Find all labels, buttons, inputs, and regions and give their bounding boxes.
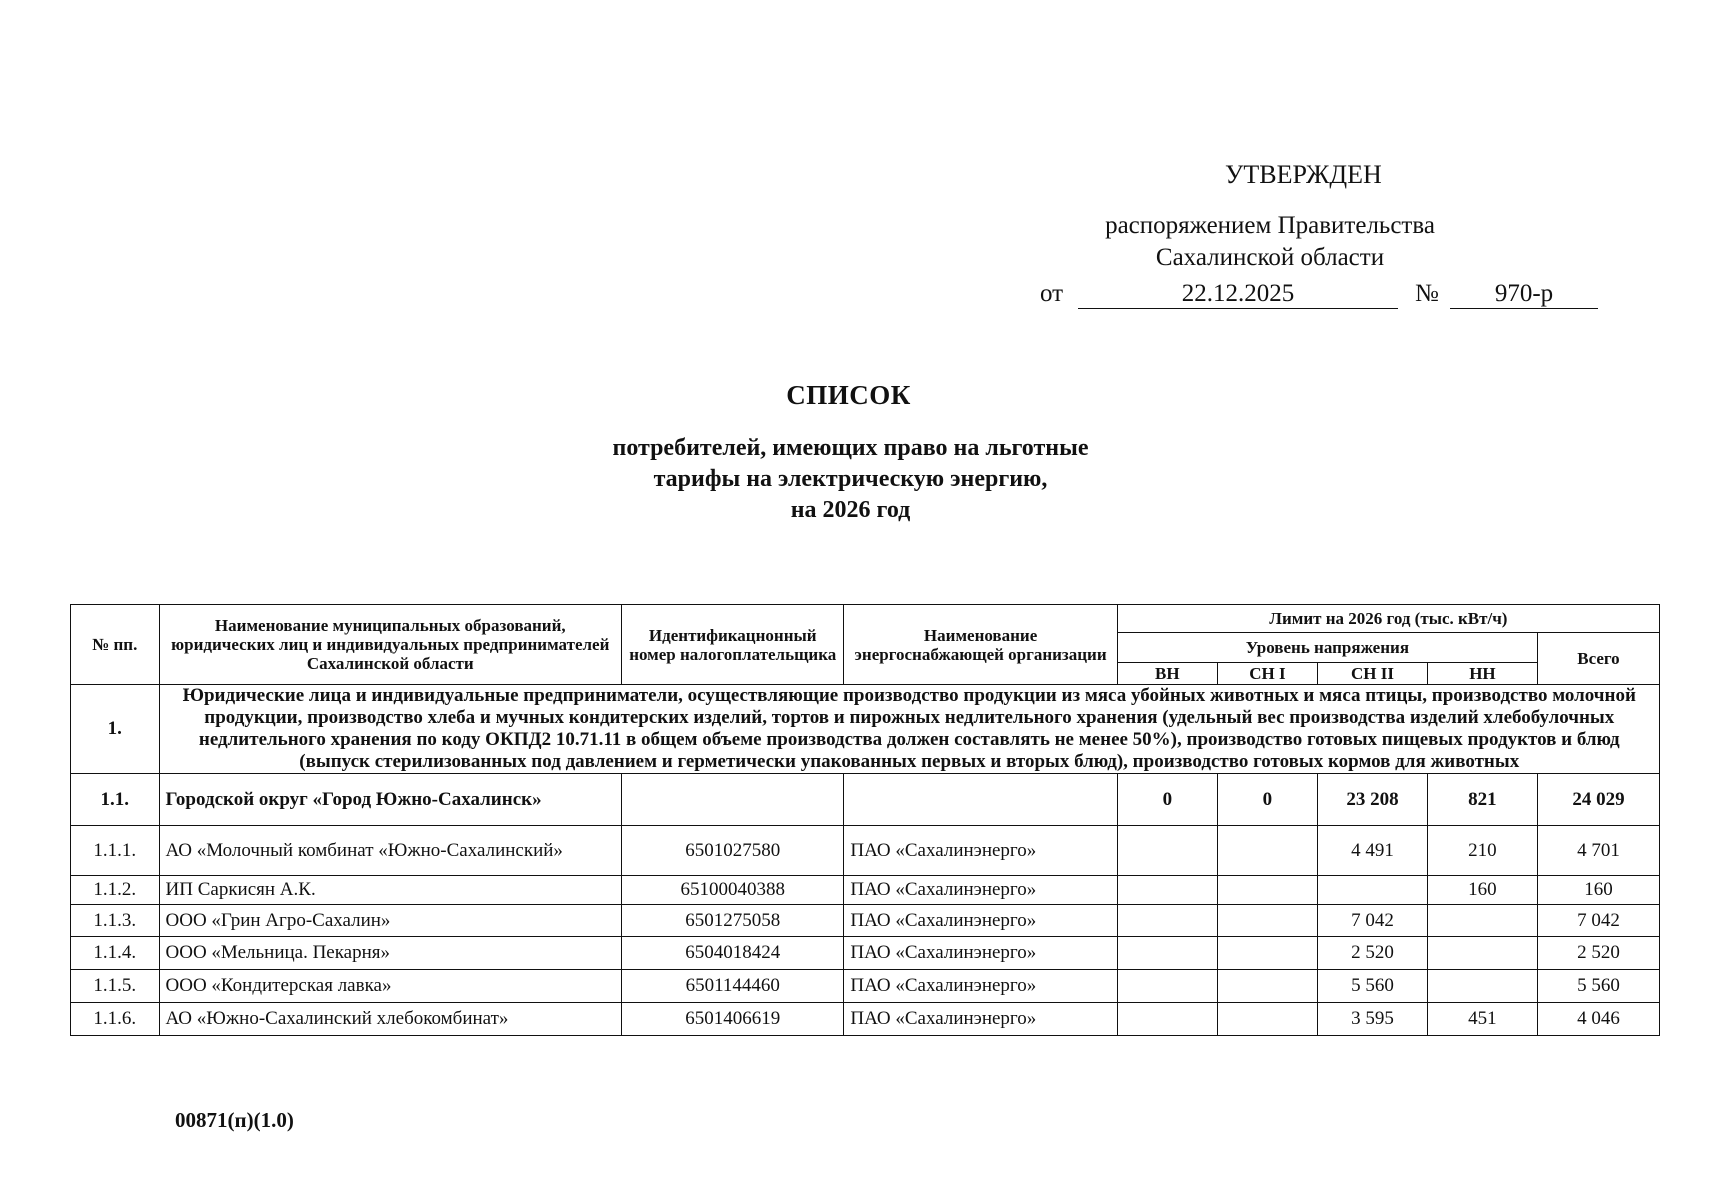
table-row <box>71 1003 1660 1036</box>
row-total: 160 <box>1537 876 1659 905</box>
row-sn2: 5 560 <box>1317 970 1427 1003</box>
row-name: ООО «Мельница. Пекарня» <box>159 937 622 970</box>
approval-line-2: Сахалинской области <box>1155 244 1385 271</box>
row-org: ПАО «Сахалинэнерго» <box>844 905 1117 937</box>
row-num: 1.1.3. <box>71 905 160 937</box>
row-total: 4 701 <box>1537 826 1659 876</box>
table-row <box>71 826 1660 876</box>
header-vn: ВН <box>1117 663 1217 685</box>
row-vn <box>1117 970 1217 1003</box>
row-sn1 <box>1217 970 1317 1003</box>
table-row <box>71 970 1660 1003</box>
section-text: Юридические лица и индивидуальные предприниматели, осуществляющие производство продукции из мяса убойных животных и мяса птицы, производство молочной продукции, производство хлеба и мучных кондитерских изделий, тортов и пирожных недлительного хранения (удельный вес производства изделий хлебобулочных недлительного хранения по коду ОКПД2 10.71.11 в общем объеме производства должен составлять не менее 50%), производство готовых пищевых продуктов и блюд (выпуск стерилизованных под давлением и герметически упакованных первых и вторых блюд), производство готовых кормов для животных <box>159 685 1659 774</box>
row-sn1 <box>1217 876 1317 905</box>
subtotal-inn <box>622 774 844 826</box>
row-name: АО «Молочный комбинат «Южно-Сахалинский» <box>159 826 622 876</box>
header-total: Всего <box>1537 633 1659 685</box>
header-voltage: Уровень напряжения <box>1117 633 1537 663</box>
approval-line-1: распоряжением Правительства <box>1105 212 1435 239</box>
row-num: 1.1.2. <box>71 876 160 905</box>
row-total: 4 046 <box>1537 1003 1659 1036</box>
row-total: 7 042 <box>1537 905 1659 937</box>
document-subtitle <box>0 433 1709 526</box>
row-name: АО «Южно-Сахалинский хлебокомбинат» <box>159 1003 622 1036</box>
approval-number: 970-р <box>1450 280 1598 309</box>
header-num: № пп. <box>71 605 160 685</box>
approval-date-row <box>1040 280 1640 314</box>
subtotal-total: 24 029 <box>1537 774 1659 826</box>
header-nn: НН <box>1427 663 1537 685</box>
row-org: ПАО «Сахалинэнерго» <box>844 1003 1117 1036</box>
table-header <box>71 605 1660 685</box>
row-num: 1.1.6. <box>71 1003 160 1036</box>
from-label: от <box>1040 280 1064 307</box>
row-nn: 160 <box>1427 876 1537 905</box>
subtotal-row <box>71 774 1660 826</box>
document-code: 00871(п)(1.0) <box>175 1108 294 1132</box>
row-sn2: 7 042 <box>1317 905 1427 937</box>
row-sn2 <box>1317 876 1427 905</box>
row-nn: 210 <box>1427 826 1537 876</box>
table-row <box>71 937 1660 970</box>
section-row <box>71 685 1660 774</box>
subtotal-org <box>844 774 1117 826</box>
row-org: ПАО «Сахалинэнерго» <box>844 970 1117 1003</box>
row-vn <box>1117 1003 1217 1036</box>
subtitle-line-3: на 2026 год <box>790 497 911 523</box>
row-inn: 65100040388 <box>622 876 844 905</box>
row-sn1 <box>1217 937 1317 970</box>
row-total: 2 520 <box>1537 937 1659 970</box>
document-title: СПИСОК <box>786 380 911 410</box>
row-sn1 <box>1217 1003 1317 1036</box>
row-vn <box>1117 826 1217 876</box>
table-body <box>71 685 1660 1036</box>
subtotal-num: 1.1. <box>71 774 160 826</box>
row-total: 5 560 <box>1537 970 1659 1003</box>
row-org: ПАО «Сахалинэнерго» <box>844 826 1117 876</box>
row-nn <box>1427 937 1537 970</box>
row-name: ИП Саркисян А.К. <box>159 876 622 905</box>
row-num: 1.1.1. <box>71 826 160 876</box>
section-num: 1. <box>71 685 160 774</box>
row-sn2: 2 520 <box>1317 937 1427 970</box>
subtotal-sn2: 23 208 <box>1317 774 1427 826</box>
approval-date: 22.12.2025 <box>1078 280 1398 309</box>
consumers-table <box>70 604 1660 1036</box>
header-sn1: СН I <box>1217 663 1317 685</box>
header-sn2: СН II <box>1317 663 1427 685</box>
table-row <box>71 876 1660 905</box>
subtotal-vn: 0 <box>1117 774 1217 826</box>
row-sn2: 4 491 <box>1317 826 1427 876</box>
row-nn <box>1427 970 1537 1003</box>
row-nn: 451 <box>1427 1003 1537 1036</box>
row-vn <box>1117 876 1217 905</box>
subtotal-nn: 821 <box>1427 774 1537 826</box>
row-num: 1.1.5. <box>71 970 160 1003</box>
approval-title: УТВЕРЖДЕН <box>1225 160 1382 189</box>
row-org: ПАО «Сахалинэнерго» <box>844 876 1117 905</box>
row-name: ООО «Кондитерская лавка» <box>159 970 622 1003</box>
row-nn <box>1427 905 1537 937</box>
row-num: 1.1.4. <box>71 937 160 970</box>
subtitle-line-1: потребителей, имеющих право на льготные <box>612 435 1089 461</box>
header-limit: Лимит на 2026 год (тыс. кВт/ч) <box>1117 605 1659 633</box>
header-name: Наименование муниципальных образований, юридических лиц и индивидуальных предпринимателей Сахалинской области <box>159 605 622 685</box>
row-inn: 6501027580 <box>622 826 844 876</box>
row-vn <box>1117 937 1217 970</box>
row-inn: 6501406619 <box>622 1003 844 1036</box>
row-org: ПАО «Сахалинэнерго» <box>844 937 1117 970</box>
row-inn: 6501275058 <box>622 905 844 937</box>
table-row <box>71 905 1660 937</box>
header-inn: Идентификацнонный номер налогоплательщика <box>622 605 844 685</box>
number-label: № <box>1415 280 1439 307</box>
row-vn <box>1117 905 1217 937</box>
subtotal-name: Городской округ «Город Южно-Сахалинск» <box>159 774 622 826</box>
subtotal-sn1: 0 <box>1217 774 1317 826</box>
row-inn: 6504018424 <box>622 937 844 970</box>
row-sn2: 3 595 <box>1317 1003 1427 1036</box>
row-sn1 <box>1217 826 1317 876</box>
row-inn: 6501144460 <box>622 970 844 1003</box>
row-sn1 <box>1217 905 1317 937</box>
row-name: ООО «Грин Агро-Сахалин» <box>159 905 622 937</box>
subtitle-line-2: тарифы на электрическую энергию, <box>653 466 1048 492</box>
header-org: Наименование энергоснабжающей организации <box>844 605 1117 685</box>
